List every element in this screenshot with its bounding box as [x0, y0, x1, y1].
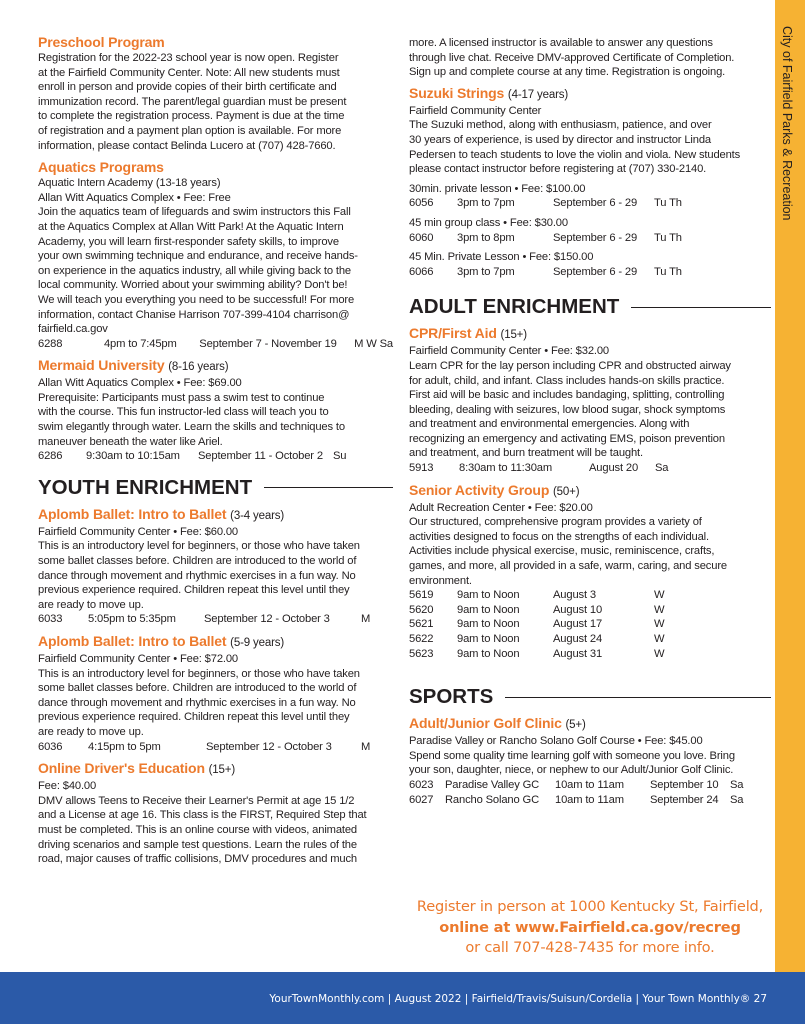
description-lines	[409, 501, 771, 589]
description-lines	[409, 344, 771, 461]
right-column	[409, 36, 771, 813]
schedule-table	[409, 461, 771, 476]
text-line: swim elegantly through water. Learn the skills and techniques to	[38, 421, 345, 434]
schedule-row	[409, 603, 771, 618]
text-line: dance through movement and rhythmic exercises in a fun way. No	[38, 696, 356, 709]
option-label: 45 Min. Private Lesson • Fee: $150.00	[409, 251, 594, 264]
schedule-cell: 5622	[409, 633, 434, 645]
mermaid-section	[38, 357, 393, 464]
text-line: Paradise Valley or Rancho Solano Golf Course • Fee: $45.00	[409, 735, 703, 748]
age-range: (15+)	[208, 764, 236, 777]
schedule-cell: September 12 - October 3	[204, 613, 330, 626]
left-column	[38, 34, 393, 873]
text-line: local community. Worried about your swimming ability? Don't be!	[38, 279, 348, 292]
program-title: Aquatics Programs	[38, 159, 164, 176]
description-lines	[38, 51, 393, 153]
schedule-cell: W	[654, 618, 665, 631]
sports-header: SPORTS	[409, 685, 771, 709]
text-line: immunization record. The parent/legal guardian must be present	[38, 95, 347, 108]
schedule-table	[38, 337, 393, 352]
text-line: and a License at age 16. This class is the FIRST, Required Step that	[38, 809, 367, 822]
schedule-cell: 8:30am to 11:30am	[459, 462, 553, 475]
schedule-cell: Tu Th	[654, 265, 682, 278]
schedule-cell: August 31	[553, 647, 603, 660]
schedule-cell: Sa	[730, 778, 744, 791]
schedule-cell: August 10	[553, 603, 603, 616]
schedule-table	[409, 196, 771, 211]
schedule-cell: August 24	[553, 633, 603, 645]
schedule-row	[409, 793, 771, 808]
register-phone-line: or call 707-428-7435 for more info.	[465, 939, 715, 956]
age-range: (50+)	[553, 485, 580, 498]
suzuki-section	[409, 85, 771, 280]
text-line: with the course. This fun instructor-led class will teach you to	[38, 406, 329, 419]
text-line: driving scenarios and sample test questions. Learn the rules of the	[38, 838, 357, 851]
text-line: games, and more, all provided in a safe, warm, caring, and secure	[409, 560, 727, 573]
age-range: (15+)	[500, 329, 527, 342]
schedule-cell: Tu Th	[654, 231, 682, 244]
text-line: Fairfield Community Center • Fee: $60.00	[38, 525, 239, 538]
text-line: 30 years of experience, is used by director and instructor Linda	[409, 133, 711, 146]
schedule-row	[409, 778, 771, 793]
schedule-cell: Sa	[655, 462, 669, 475]
schedule-row	[38, 337, 393, 352]
schedule-table	[409, 588, 771, 661]
text-line: please contact instructor before registering at (707) 330-2140.	[409, 163, 707, 176]
schedule-row	[409, 461, 771, 476]
schedule-cell: W	[654, 647, 665, 660]
schedule-row	[409, 632, 771, 647]
register-line-1: Register in person at 1000 Kentucky St, Fairfield,	[416, 898, 764, 915]
text-line: some ballet classes before. Children are introduced to the world of	[38, 682, 357, 695]
schedule-cell: Su	[333, 450, 347, 463]
ballet-3-4-section	[38, 506, 393, 627]
schedule-cell: 5623	[409, 647, 434, 660]
schedule-cell: September 24	[650, 793, 719, 806]
age-range: (8-16 years)	[168, 361, 229, 374]
schedule-cell: 6288	[38, 337, 63, 350]
text-line: First aid will be basic and includes bandaging, splitting, controlling	[409, 389, 725, 402]
text-line: your own swimming technique and endurance, and receive hands-	[38, 250, 358, 263]
schedule-cell: August 3	[553, 589, 596, 602]
text-line: for adult, child, and infant. Class includes hands-on skills practice.	[409, 374, 725, 387]
text-line: Allan Witt Aquatics Complex • Fee: $69.00	[38, 377, 242, 390]
schedule-cell: W	[654, 633, 665, 645]
senior-section	[409, 482, 771, 662]
schedule-cell: 9am to Noon	[457, 633, 520, 645]
text-line: to complete the registration process. Payment is due at the time	[38, 110, 345, 123]
age-range: (4-17 years)	[507, 88, 569, 101]
schedule-table	[409, 231, 771, 246]
footer-bar	[0, 972, 805, 1024]
program-title: Suzuki Strings (4-17 years)	[409, 84, 569, 101]
suzuki-option-2	[409, 216, 771, 245]
text-line: bleeding, dealing with seizures, low blood sugar, shock symptoms	[409, 403, 726, 416]
text-line: Spend some quality time learning golf with someone you love. Bring	[409, 749, 735, 762]
schedule-cell: Sa	[730, 793, 744, 806]
age-range: (5-9 years)	[230, 637, 285, 649]
schedule-cell: 5619	[409, 589, 434, 602]
schedule-row	[38, 740, 393, 755]
schedule-cell: 5913	[409, 462, 434, 475]
description-lines	[409, 104, 771, 177]
schedule-cell: 10am to 11am	[555, 793, 624, 806]
sidebar-label: City of Fairfield Parks & Recreation	[780, 26, 794, 221]
option-label: 30min. private lesson • Fee: $100.00	[409, 182, 586, 195]
description-lines	[409, 734, 771, 778]
register-url-line[interactable]: online at www.Fairfield.ca.gov/recreg	[439, 918, 741, 936]
schedule-cell: 9am to Noon	[457, 603, 520, 616]
schedule-table	[38, 612, 393, 627]
text-line: Learn CPR for the lay person including CPR and obstructed airway	[409, 359, 731, 372]
text-line: at the Aquatics Complex at Allan Witt Park! At the Aquatic Intern	[38, 220, 344, 233]
text-line: This is an introductory level for beginners, or those who have taken	[38, 540, 360, 553]
text-line: The Suzuki method, along with enthusiasm, patience, and over	[409, 119, 712, 132]
text-line: information, contact Chanise Harrison 707-399-4104 charrison@	[38, 308, 350, 321]
schedule-cell: 5620	[409, 603, 434, 616]
aquatics-section	[38, 159, 393, 351]
schedule-cell: 6056	[409, 197, 434, 210]
suzuki-option-3	[409, 250, 771, 279]
text-line: Aquatic Intern Academy (13-18 years)	[38, 177, 221, 190]
golf-section	[409, 715, 771, 807]
text-line: and treatment, and burn treatment will be taught.	[409, 447, 643, 460]
description-lines	[409, 36, 771, 80]
schedule-cell: 6023	[409, 778, 434, 791]
text-line: previous experience required. Children repeat this level until they	[38, 584, 350, 597]
drivers-ed-section	[38, 760, 393, 867]
text-line: more. A licensed instructor is available to answer any questions	[409, 37, 713, 49]
text-line: Join the aquatics team of lifeguards and swim instructors this Fall	[38, 206, 351, 219]
option-label: 45 min group class • Fee: $30.00	[409, 216, 568, 229]
schedule-row	[409, 647, 771, 662]
schedule-cell: September 10	[650, 778, 719, 791]
schedule-cell: Tu Th	[654, 197, 682, 210]
schedule-cell: 6286	[38, 450, 63, 463]
schedule-table	[409, 265, 771, 280]
schedule-row	[409, 588, 771, 603]
schedule-cell: 5621	[409, 618, 434, 631]
text-line: Fairfield Community Center	[409, 104, 542, 117]
schedule-cell: 5:05pm to 5:35pm	[88, 613, 176, 626]
text-line: must be completed. This is an online course with videos, animated	[38, 823, 358, 836]
schedule-cell: 9am to Noon	[457, 647, 520, 660]
program-title: Online Driver's Education (15+)	[38, 760, 236, 777]
schedule-cell: August 20	[589, 462, 639, 475]
schedule-cell: 9am to Noon	[457, 589, 520, 602]
schedule-cell: W	[654, 589, 665, 602]
text-line: Prerequisite: Participants must pass a swim test to continue	[38, 391, 325, 404]
schedule-cell: M W Sa	[354, 337, 393, 350]
text-line: maneuver beneath the water like Ariel.	[38, 435, 223, 448]
text-line: This is an introductory level for beginners, or those who have taken	[38, 667, 360, 680]
program-title: Adult/Junior Golf Clinic (5+)	[409, 715, 586, 732]
text-line: recognizing an emergency and activating EMS, poison prevention	[409, 432, 725, 445]
text-line: Allan Witt Aquatics Complex • Fee: Free	[38, 191, 231, 204]
text-line: road, major causes of traffic collisions, DMV procedures and much	[38, 853, 357, 866]
text-line: Adult Recreation Center • Fee: $20.00	[409, 501, 593, 514]
schedule-cell: 3pm to 7pm	[457, 265, 515, 278]
drivers-ed-continued	[409, 36, 771, 80]
text-line: Registration for the 2022-23 school year is now open. Register	[38, 52, 339, 64]
schedule-cell: 9:30am to 10:15am	[86, 450, 180, 463]
schedule-cell: 3pm to 7pm	[457, 197, 515, 210]
text-line: Fairfield Community Center • Fee: $72.00	[38, 653, 239, 665]
text-line: information, please contact Belinda Lucero at (707) 428-7660.	[38, 139, 336, 152]
suzuki-option-1	[409, 182, 771, 211]
schedule-cell: 6036	[38, 740, 63, 753]
text-line: Pedersen to teach students to love the violin and viola. New students	[409, 148, 741, 161]
schedule-cell: September 6 - 29	[553, 197, 638, 210]
schedule-cell: 6033	[38, 613, 63, 626]
description-lines	[38, 652, 393, 740]
schedule-table	[38, 740, 393, 755]
text-line: Our structured, comprehensive program provides a variety of	[409, 516, 702, 529]
program-title: Aplomb Ballet: Intro to Ballet (5-9 years)	[38, 633, 285, 649]
text-line: Activities include physical exercise, music, reminiscence, crafts,	[409, 545, 715, 558]
text-line: of registration and a payment plan option is available. For more	[38, 124, 342, 137]
schedule-cell: 10am to 11am	[555, 778, 624, 791]
schedule-row	[409, 617, 771, 632]
schedule-cell: 6066	[409, 265, 434, 278]
text-line: fairfield.ca.gov	[38, 323, 108, 336]
preschool-section	[38, 34, 393, 153]
text-line: Fee: $40.00	[38, 780, 97, 793]
schedule-cell: 6027	[409, 793, 434, 806]
schedule-row	[409, 231, 771, 246]
program-title: Senior Activity Group (50+)	[409, 481, 580, 498]
description-lines	[38, 779, 393, 867]
schedule-cell: M	[361, 613, 371, 626]
schedule-row	[409, 196, 771, 211]
program-title: Mermaid University (8-16 years)	[38, 357, 229, 374]
schedule-cell: September 11 - October 2	[198, 450, 323, 463]
text-line: activities designed to focus on the strengths of each individual.	[409, 530, 709, 543]
schedule-cell: September 12 - October 3	[206, 740, 332, 753]
text-line: Fairfield Community Center • Fee: $32.00	[409, 345, 610, 358]
description-lines	[38, 525, 393, 613]
schedule-cell: Rancho Solano GC	[445, 793, 539, 806]
adult-enrichment-header: ADULT ENRICHMENT	[409, 295, 771, 319]
text-line: are ready to move up.	[38, 725, 144, 738]
text-line: Academy, you will learn first-responder safety skills, to improve	[38, 235, 339, 248]
schedule-cell: 3pm to 8pm	[457, 231, 515, 244]
text-line: enroll in person and provide copies of their birth certificate and	[38, 81, 337, 94]
text-line: are ready to move up.	[38, 598, 144, 611]
schedule-cell: Paradise Valley GC	[445, 778, 540, 791]
schedule-cell: 9am to Noon	[457, 618, 520, 631]
description-lines	[38, 176, 393, 337]
age-range: (5+)	[565, 719, 586, 732]
schedule-cell: W	[654, 603, 665, 616]
schedule-row	[38, 449, 393, 464]
text-line: environment.	[409, 574, 472, 587]
registration-callout	[400, 897, 780, 959]
program-title: Aplomb Ballet: Intro to Ballet (3-4 years)	[38, 505, 285, 522]
text-line: through live chat. Receive DMV-approved Certificate of Completion.	[409, 51, 735, 64]
text-line: your son, daughter, niece, or nephew to our Adult/Junior Golf Clinic.	[409, 764, 734, 777]
schedule-row	[38, 612, 393, 627]
program-title: Preschool Program	[38, 34, 165, 50]
ballet-5-9-section	[38, 633, 393, 754]
description-lines	[38, 376, 393, 449]
footer-text: YourTownMonthly.com | August 2022 | Fairfield/Travis/Suisun/Cordelia | Your Town Monthly® 27	[269, 993, 767, 1005]
schedule-cell: M	[361, 740, 371, 753]
cpr-section	[409, 325, 771, 475]
schedule-cell: 4:15pm to 5pm	[88, 740, 161, 753]
schedule-cell: August 17	[553, 618, 603, 631]
text-line: Sign up and complete course at any time. Registration is ongoing.	[409, 66, 726, 79]
schedule-cell: 4pm to 7:45pm	[103, 337, 177, 350]
schedule-cell: 6060	[409, 231, 434, 244]
text-line: previous experience required. Children repeat this level until they	[38, 711, 350, 724]
youth-enrichment-header: YOUTH ENRICHMENT	[38, 476, 393, 500]
text-line: some ballet classes before. Children are introduced to the world of	[38, 555, 357, 568]
schedule-row	[409, 265, 771, 280]
schedule-cell: September 6 - 29	[553, 231, 638, 244]
program-title: CPR/First Aid (15+)	[409, 325, 527, 342]
text-line: at the Fairfield Community Center. Note: All new students must	[38, 66, 340, 79]
age-range: (3-4 years)	[230, 509, 285, 522]
schedule-cell: September 6 - 29	[553, 265, 638, 278]
schedule-cell: September 7 - November 19	[199, 337, 337, 350]
schedule-table	[409, 778, 771, 807]
schedule-table	[38, 449, 393, 464]
text-line: We will teach you everything you need to be successful! For more	[38, 293, 355, 306]
text-line: DMV allows Teens to Receive their Learner's Permit at age 15 1/2	[38, 794, 355, 807]
text-line: dance through movement and rhythmic exercises in a fun way. No	[38, 569, 356, 582]
text-line: and treatment and environmental emergencies. Along with	[409, 418, 690, 431]
text-line: on experience in the aquatics industry, all while giving back to the	[38, 264, 351, 277]
